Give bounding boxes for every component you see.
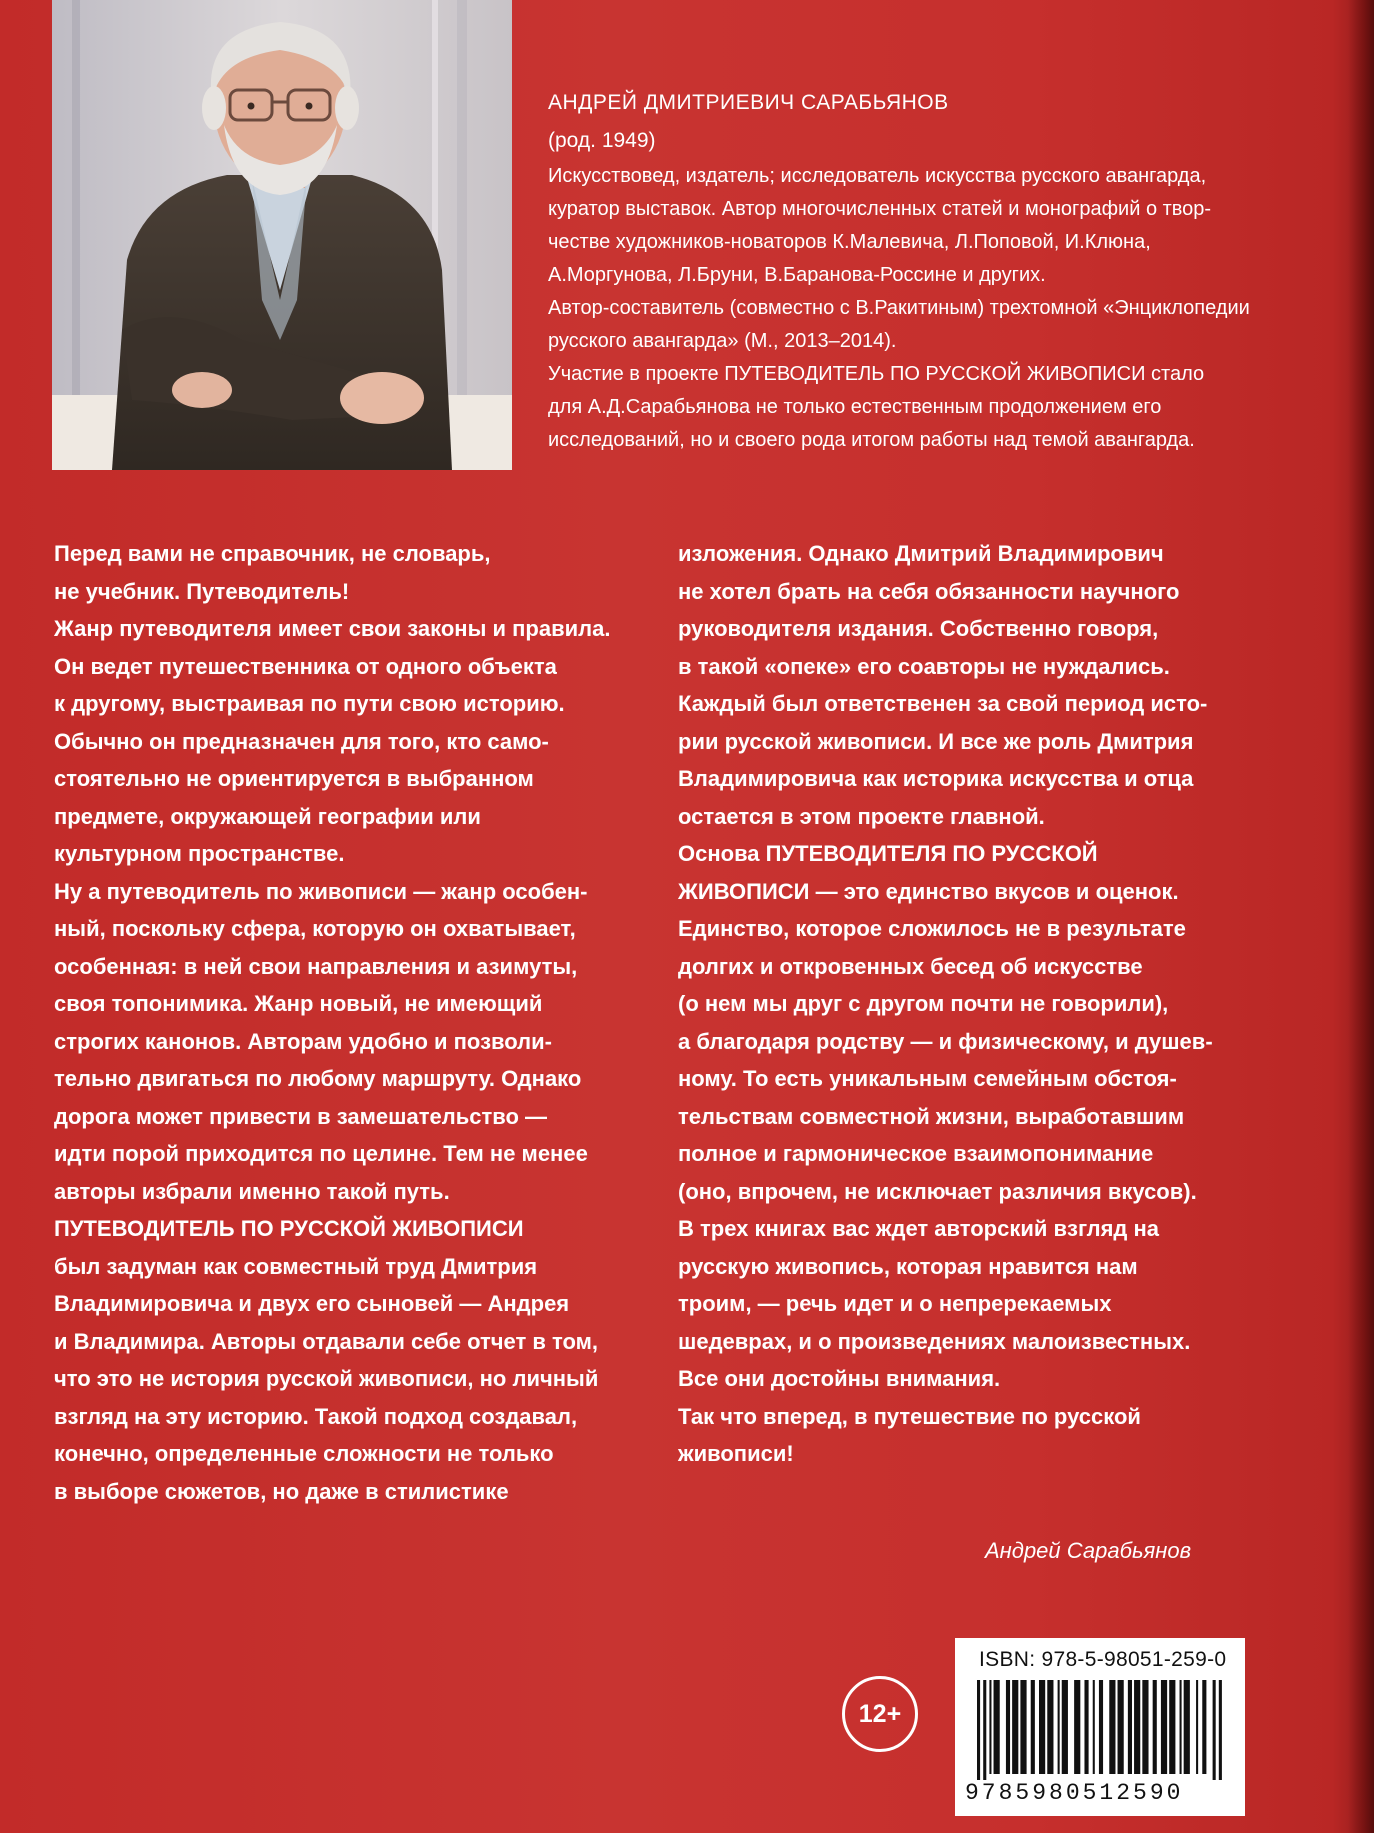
age-rating-badge	[842, 1676, 918, 1752]
barcode-bar	[1196, 1680, 1198, 1774]
barcode-bars	[977, 1680, 1225, 1780]
text-line: особенная: в ней свои направления и азимуты,	[54, 953, 578, 979]
isbn-barcode	[955, 1638, 1245, 1816]
text-line: строгих канонов. Авторам удобно и позволи-	[54, 1028, 552, 1054]
text-line: дорога может привести в замешательство —	[54, 1103, 548, 1129]
text-line: в такой «опеке» его соавторы не нуждались.	[678, 653, 1170, 679]
barcode-bar	[994, 1680, 1000, 1774]
barcode-bar	[1093, 1680, 1095, 1774]
text-line: а благодаря родству — и физическому, и душев-	[678, 1028, 1213, 1054]
text-line: рии русской живописи. И все же роль Дмитрия	[678, 728, 1194, 754]
text-line: полное и гармоническое взаимопонимание	[678, 1141, 1154, 1166]
isbn-label: ISBN: 978-5-98051-259-0	[979, 1648, 1227, 1671]
barcode-bar	[1128, 1680, 1132, 1774]
text-line: предмете, окружающей географии или	[54, 803, 481, 829]
text-line: В трех книгах вас ждет авторский взгляд на	[678, 1216, 1160, 1241]
text-line: ный, поскольку сфера, которую он охватывает,	[54, 916, 576, 941]
bio-text-line: Искусствовед, издатель; исследователь искусства русского авангарда,	[548, 165, 1207, 187]
author-bio	[548, 88, 1288, 457]
text-line: остается в этом проекте главной.	[678, 803, 1045, 829]
text-line: Каждый был ответственен за свой период исто-	[678, 691, 1208, 716]
text-line: не хотел брать на себя обязанности научного	[678, 578, 1180, 604]
bio-text-line: честве художников-новаторов К.Малевича, Л.Поповой, И.Клюна,	[548, 231, 1151, 253]
text-line: Он ведет путешественника от одного объекта	[54, 653, 557, 679]
text-line: ПУТЕВОДИТЕЛЬ ПО РУССКОЙ ЖИВОПИСИ	[54, 1216, 524, 1241]
author-signature: Андрей Сарабьянов	[985, 1538, 1192, 1563]
text-line: что это не история русской живописи, но личный	[54, 1366, 599, 1391]
barcode-bar	[1006, 1680, 1010, 1774]
barcode-guard-bar	[1213, 1680, 1216, 1780]
text-line: культурном пространстве.	[54, 841, 345, 866]
barcode-bar	[1020, 1680, 1026, 1774]
barcode-guard-bar	[977, 1680, 980, 1780]
text-line: (оно, впрочем, не исключает различия вкусов).	[678, 1178, 1197, 1204]
text-line: ЖИВОПИСИ — это единство вкусов и оценок.	[678, 878, 1179, 904]
age-rating-label: 12+	[858, 1699, 902, 1728]
text-line: Основа ПУТЕВОДИТЕЛЯ ПО РУССКОЙ	[678, 841, 1098, 866]
text-line: Все они достойны внимания.	[678, 1366, 1001, 1391]
text-line: Единство, которое сложилось не в результате	[678, 916, 1186, 941]
barcode-bar	[1058, 1680, 1060, 1774]
cover-edge-shadow	[1348, 0, 1374, 1833]
barcode-bar	[1134, 1680, 1140, 1774]
barcode-bar	[1180, 1680, 1182, 1774]
text-line: Обычно он предназначен для того, кто само-	[54, 728, 549, 754]
barcode-bar	[1161, 1680, 1167, 1774]
barcode-bar	[1202, 1680, 1206, 1774]
barcode-bar	[1169, 1680, 1175, 1774]
text-line: (о нем мы друг с другом почти не говорили),	[678, 991, 1169, 1016]
text-line: Ну а путеводитель по живописи — жанр особен-	[54, 878, 588, 904]
text-line: и Владимира. Авторы отдавали себе отчет в том,	[54, 1328, 599, 1354]
text-line: был задуман как совместный труд Дмитрия	[54, 1253, 538, 1279]
text-line: живописи!	[678, 1441, 794, 1466]
text-line: ному. То есть уникальным семейным обстоя-	[678, 1066, 1177, 1091]
barcode-bar	[1153, 1680, 1157, 1774]
text-line: своя топонимика. Жанр новый, не имеющий	[54, 991, 543, 1016]
barcode-guard-bar	[983, 1680, 986, 1780]
barcode-bar	[989, 1680, 991, 1774]
bio-text-line: А.Моргунова, Л.Бруни, В.Баранова-Россине и других.	[548, 264, 1046, 286]
bio-text-line: куратор выставок. Автор многочисленных статей и монографий о твор-	[548, 198, 1212, 220]
barcode-guard-bar	[1219, 1680, 1222, 1780]
text-line: тельно двигаться по любому маршруту. Однако	[54, 1066, 582, 1091]
barcode-bar	[1012, 1680, 1018, 1774]
bio-text-line: исследований, но и своего рода итогом работы над темой авангарда.	[548, 429, 1195, 451]
bio-text-line: Автор-составитель (совместно с В.Ракитиным) трехтомной «Энциклопедии	[548, 297, 1250, 319]
author-photo-illustration	[52, 0, 512, 470]
text-line: Так что вперед, в путешествие по русской	[678, 1403, 1141, 1429]
bio-text-line: Участие в проекте ПУТЕВОДИТЕЛЬ ПО РУССКОЙ ЖИВОПИСИ стало	[548, 363, 1205, 385]
barcode-bar	[1062, 1680, 1068, 1774]
text-line: изложения. Однако Дмитрий Владимирович	[678, 541, 1164, 566]
barcode-bar	[1184, 1680, 1190, 1774]
text-line: идти порой приходится по целине. Тем не менее	[54, 1141, 588, 1166]
barcode-bar	[1074, 1680, 1080, 1774]
barcode-bar	[1031, 1680, 1035, 1774]
text-line: Владимировича как историка искусства и отца	[678, 766, 1194, 791]
barcode-bar	[1142, 1680, 1148, 1774]
text-line: тельствам совместной жизни, выработавшим	[678, 1103, 1185, 1129]
text-line: шедеврах, и о произведениях малоизвестных.	[678, 1328, 1191, 1354]
text-line: конечно, определенные сложности не только	[54, 1441, 554, 1466]
text-line: стоятельно не ориентируется в выбранном	[54, 766, 534, 791]
text-line: долгих и откровенных бесед об искусстве	[678, 953, 1143, 979]
text-line: Жанр путеводителя имеет свои законы и правила.	[54, 616, 611, 641]
main-text-right-column	[678, 535, 1318, 1473]
barcode-bar	[1109, 1680, 1115, 1774]
main-text-left-column	[54, 535, 634, 1510]
author-birth-year: (род. 1949)	[548, 129, 656, 152]
author-photo	[52, 0, 512, 470]
text-line: в выборе сюжетов, но даже в стилистике	[54, 1478, 509, 1504]
text-line: к другому, выстраивая по пути свою историю.	[54, 691, 565, 716]
text-line: не учебник. Путеводитель!	[54, 578, 350, 604]
text-line: Перед вами не справочник, не словарь,	[54, 541, 491, 566]
text-line: руководителя издания. Собственно говоря,	[678, 616, 1159, 641]
bio-text-line: русского авангарда» (М., 2013–2014).	[548, 330, 897, 352]
text-line: Владимировича и двух его сыновей — Андрея	[54, 1291, 570, 1316]
barcode-bar	[1084, 1680, 1088, 1774]
author-name: АНДРЕЙ ДМИТРИЕВИЧ САРАБЬЯНОВ	[548, 91, 949, 114]
barcode-digits: 9785980512590	[965, 1780, 1184, 1806]
bio-text-line: для А.Д.Сарабьянова не только естественным продолжением его	[548, 396, 1162, 418]
text-line: взгляд на эту историю. Такой подход создавал,	[54, 1403, 578, 1429]
text-line: русскую живопись, которая нравится нам	[678, 1253, 1138, 1279]
barcode-bar	[1118, 1680, 1124, 1774]
barcode-bar	[1047, 1680, 1053, 1774]
barcode-bar	[1099, 1680, 1103, 1774]
barcode-bar	[1039, 1680, 1045, 1774]
text-line: авторы избрали именно такой путь.	[54, 1178, 450, 1204]
text-line: троим, — речь идет и о непререкаемых	[678, 1291, 1112, 1316]
